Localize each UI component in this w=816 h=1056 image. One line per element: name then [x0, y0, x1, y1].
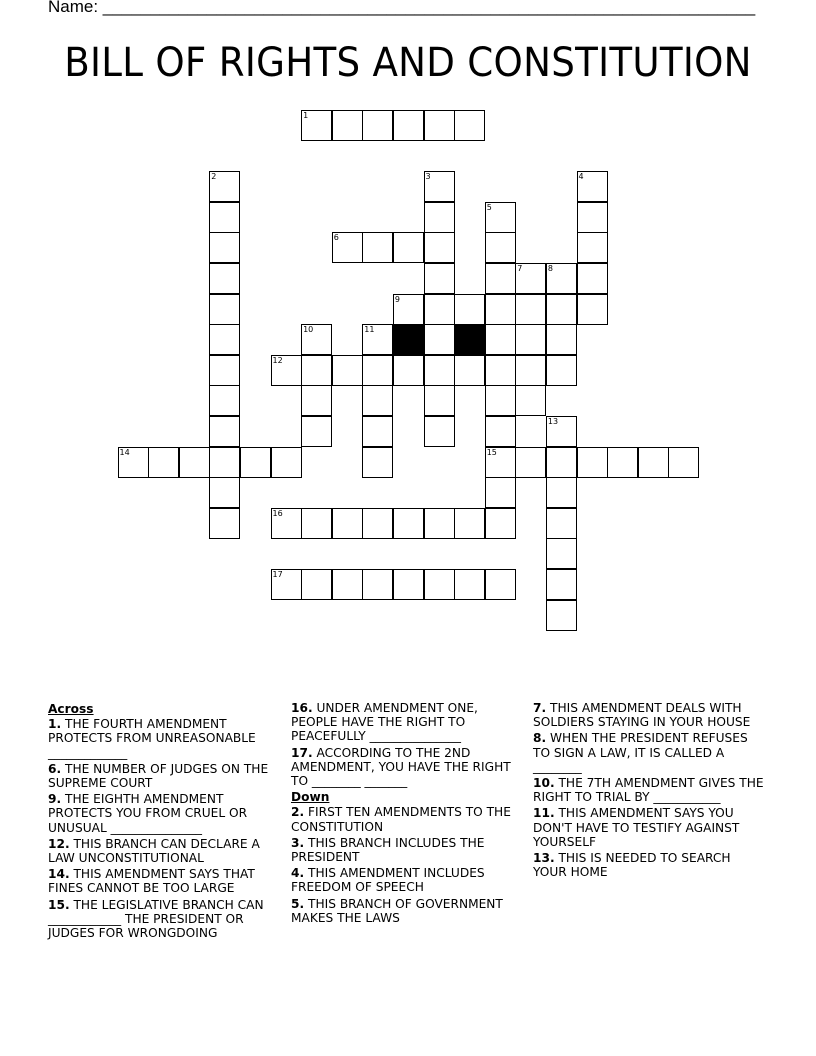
crossword-cell[interactable] [179, 447, 210, 478]
crossword-cell[interactable] [546, 324, 577, 355]
crossword-cell[interactable] [485, 385, 516, 416]
crossword-cell[interactable] [240, 447, 271, 478]
crossword-cell[interactable] [332, 110, 363, 141]
crossword-cell[interactable] [393, 569, 424, 600]
crossword-cell[interactable] [454, 355, 485, 386]
crossword-cell[interactable] [301, 355, 332, 386]
crossword-cell[interactable] [577, 263, 608, 294]
crossword-cell[interactable] [332, 508, 363, 539]
down-clue-list [291, 805, 523, 925]
crossword-cell[interactable] [485, 232, 516, 263]
clue [48, 717, 280, 760]
crossword-cell[interactable] [209, 202, 240, 233]
clue-text: WHEN THE PRESIDENT REFUSES TO SIGN A LAW, IT IS CALLED A ________ [533, 731, 748, 774]
crossword-cell[interactable] [271, 569, 302, 600]
crossword-cell[interactable] [546, 569, 577, 600]
clue-text: UNDER AMENDMENT ONE, PEOPLE HAVE THE RIGHT TO PEACEFULLY _______________ [291, 701, 478, 744]
crossword-cell[interactable] [515, 447, 546, 478]
clue-number-label: 14. [48, 867, 70, 882]
crossword-cell[interactable] [271, 355, 302, 386]
clue-number: 10 [303, 325, 314, 335]
clue [291, 701, 523, 744]
clue-number: 14 [119, 447, 130, 457]
crossword-cell[interactable] [424, 508, 455, 539]
crossword-cell[interactable] [577, 202, 608, 233]
crossword-cell[interactable] [301, 569, 332, 600]
clue-number-label: 5. [291, 896, 305, 911]
crossword-cell[interactable] [546, 600, 577, 631]
clue [291, 866, 523, 894]
across-clue-list [48, 717, 280, 940]
crossword-cell[interactable] [485, 202, 516, 233]
clue-text: THE LEGISLATIVE BRANCH CAN ____________ THE PRESIDENT OR JUDGES FOR WRONGDOING [48, 897, 264, 941]
clue-text: THE 7TH AMENDMENT GIVES THE RIGHT TO TRIAL BY ___________ [533, 776, 764, 805]
black-square [454, 324, 485, 355]
crossword-cell[interactable] [424, 202, 455, 233]
crossword-cell[interactable] [577, 447, 608, 478]
crossword-cell[interactable] [209, 355, 240, 386]
crossword-cell[interactable] [424, 569, 455, 600]
crossword-cell[interactable] [148, 447, 179, 478]
clue [533, 776, 765, 804]
crossword-cell[interactable] [362, 232, 393, 263]
clues-column-3 [533, 701, 765, 881]
clue [48, 898, 280, 941]
clue-text: THE NUMBER OF JUDGES ON THE SUPREME COURT [48, 761, 269, 791]
clue-number-label: 17. [291, 745, 313, 760]
clue-number-label: 4. [291, 866, 305, 881]
clue-number: 8 [547, 264, 553, 273]
crossword-cell[interactable] [424, 232, 455, 263]
crossword-cell[interactable] [424, 110, 455, 141]
down-clue-list-continued [533, 701, 765, 879]
clue-number: 4 [578, 172, 584, 182]
crossword-cell[interactable] [271, 508, 302, 539]
crossword-cell[interactable] [454, 110, 485, 141]
clue-text: THIS AMENDMENT INCLUDES FREEDOM OF SPEECH [291, 866, 485, 895]
clue [48, 762, 280, 790]
clue-number: 17 [272, 570, 283, 579]
crossword-cell[interactable] [301, 416, 332, 447]
crossword-cell[interactable] [362, 569, 393, 600]
crossword-cell[interactable] [209, 385, 240, 416]
crossword-cell[interactable] [393, 294, 424, 325]
crossword-cell[interactable] [577, 294, 608, 325]
clue-number-label: 13. [533, 851, 555, 866]
crossword-cell[interactable] [485, 416, 516, 447]
crossword-cell[interactable] [485, 569, 516, 600]
clue-number: 13 [547, 417, 559, 426]
across-heading: Across [48, 702, 94, 716]
clue-number-label: 9. [48, 792, 62, 807]
crossword-cell[interactable] [209, 416, 240, 447]
clue-number-label: 11. [533, 806, 555, 821]
clue-number-label: 8. [533, 731, 547, 746]
name-blank[interactable]: _____________________________________________________________________ [102, 0, 756, 16]
crossword-cell[interactable] [424, 385, 455, 416]
clue-number: 3 [425, 172, 431, 182]
crossword-cell[interactable] [424, 324, 455, 355]
crossword-cell[interactable] [546, 477, 577, 508]
crossword-cell[interactable] [301, 385, 332, 416]
clue [291, 746, 523, 789]
clue-text: THIS IS NEEDED TO SEARCH YOUR HOME [533, 851, 731, 880]
crossword-cell[interactable] [485, 324, 516, 355]
crossword-cell[interactable] [424, 416, 455, 447]
clue-text: THIS AMENDMENT SAYS YOU DON'T HAVE TO TESTIFY AGAINST YOURSELF [533, 806, 740, 849]
clue-text: THE EIGHTH AMENDMENT PROTECTS YOU FROM CRUEL OR UNUSUAL _______________ [48, 792, 248, 835]
crossword-cell[interactable] [424, 171, 455, 202]
crossword-cell[interactable] [209, 294, 240, 325]
crossword-cell[interactable] [485, 263, 516, 294]
clue-number: 11 [364, 325, 375, 335]
clue [533, 851, 765, 879]
crossword-cell[interactable] [118, 447, 149, 478]
clue-number: 7 [517, 264, 523, 273]
crossword-cell[interactable] [546, 263, 577, 294]
crossword-cell[interactable] [424, 355, 455, 386]
crossword-cell[interactable] [454, 508, 485, 539]
clue-text: ACCORDING TO THE 2ND AMENDMENT, YOU HAVE THE RIGHT TO ________ _______ [291, 745, 511, 789]
crossword-cell[interactable] [301, 110, 332, 141]
clue [533, 806, 765, 849]
clue [291, 897, 523, 925]
crossword-cell[interactable] [454, 569, 485, 600]
crossword-cell[interactable] [454, 294, 485, 325]
clue [533, 731, 765, 774]
crossword-cell[interactable] [546, 508, 577, 539]
crossword-cell[interactable] [362, 110, 393, 141]
clue-number: 5 [486, 202, 492, 212]
crossword-cell[interactable] [209, 477, 240, 508]
crossword-cell[interactable] [301, 324, 332, 355]
crossword-cell[interactable] [485, 355, 516, 386]
crossword-cell[interactable] [362, 447, 393, 478]
crossword-cell[interactable] [485, 447, 516, 478]
down-heading: Down [291, 790, 330, 805]
clue-number: 16 [272, 508, 283, 518]
crossword-cell[interactable] [362, 385, 393, 416]
clue-number: 2 [211, 172, 217, 182]
crossword-cell[interactable] [607, 447, 638, 478]
crossword-cell[interactable] [424, 263, 455, 294]
clue [48, 837, 280, 865]
clue [48, 867, 280, 895]
clue-number-label: 3. [291, 835, 305, 850]
clue-number: 9 [394, 294, 400, 304]
clue [291, 805, 523, 833]
crossword-cell[interactable] [271, 447, 302, 478]
crossword-cell[interactable] [485, 508, 516, 539]
crossword-cell[interactable] [332, 569, 363, 600]
crossword-cell[interactable] [546, 416, 577, 447]
black-square [393, 324, 424, 355]
crossword-cell[interactable] [668, 447, 699, 478]
clue-number: 6 [333, 233, 339, 243]
crossword-cell[interactable] [638, 447, 669, 478]
crossword-cell[interactable] [393, 110, 424, 141]
page-title: BILL OF RIGHTS AND CONSTITUTION [64, 40, 752, 86]
crossword-cell[interactable] [362, 508, 393, 539]
crossword-cell[interactable] [546, 355, 577, 386]
crossword-cell[interactable] [515, 355, 546, 386]
clue-number: 15 [486, 447, 497, 457]
crossword-cell[interactable] [362, 416, 393, 447]
crossword-cell[interactable] [577, 232, 608, 263]
clue [48, 792, 280, 835]
crossword-cell[interactable] [393, 508, 424, 539]
clue [533, 701, 765, 729]
crossword-cell[interactable] [515, 385, 546, 416]
clues-column-2 [291, 701, 523, 927]
crossword-cell[interactable] [485, 294, 516, 325]
clue-text: FIRST TEN AMENDMENTS TO THE CONSTITUTION [291, 805, 511, 834]
clue-number-label: 16. [291, 701, 313, 715]
clue-text: THIS BRANCH OF GOVERNMENT MAKES THE LAWS [291, 896, 503, 925]
crossword-cell[interactable] [332, 355, 363, 386]
clue-number-label: 2. [291, 805, 305, 820]
crossword-cell[interactable] [515, 324, 546, 355]
crossword-cell[interactable] [209, 508, 240, 539]
crossword-cell[interactable] [546, 447, 577, 478]
crossword-cell[interactable] [209, 171, 240, 202]
clue-number-label: 12. [48, 836, 70, 851]
crossword-cell[interactable] [393, 355, 424, 386]
crossword-cell[interactable] [209, 324, 240, 355]
crossword-cell[interactable] [362, 324, 393, 355]
crossword-cell[interactable] [424, 294, 455, 325]
clues-column-1 [48, 701, 280, 942]
clue-text: THE FOURTH AMENDMENT PROTECTS FROM UNREASONABLE _____________ [48, 717, 256, 760]
crossword-cell[interactable] [209, 447, 240, 478]
clue-number-label: 6. [48, 761, 62, 776]
crossword-cell[interactable] [209, 232, 240, 263]
clue-text: THIS AMENDMENT SAYS THAT FINES CANNOT BE TOO LARGE [48, 867, 255, 896]
crossword-cell[interactable] [301, 508, 332, 539]
crossword-cell[interactable] [332, 232, 363, 263]
crossword-cell[interactable] [515, 263, 546, 294]
clue [291, 836, 523, 864]
crossword-cell[interactable] [393, 232, 424, 263]
crossword-cell[interactable] [485, 477, 516, 508]
clue-text: THIS BRANCH INCLUDES THE PRESIDENT [291, 835, 485, 865]
clue-number-label: 15. [48, 897, 70, 912]
crossword-cell[interactable] [209, 263, 240, 294]
crossword-cell[interactable] [577, 171, 608, 202]
crossword-cell[interactable] [362, 355, 393, 386]
across-clue-list-continued [291, 701, 523, 788]
clue-number-label: 10. [533, 776, 555, 791]
clue-text: THIS AMENDMENT DEALS WITH SOLDIERS STAYING IN YOUR HOUSE [533, 701, 751, 730]
crossword-cell[interactable] [515, 294, 546, 325]
crossword-cell[interactable] [546, 538, 577, 569]
clue-number-label: 1. [48, 717, 62, 732]
clue-text: THIS BRANCH CAN DECLARE A LAW UNCONSTITUTIONAL [48, 836, 260, 866]
name-label: Name: [48, 0, 103, 16]
crossword-cell[interactable] [546, 294, 577, 325]
clue-number: 12 [272, 355, 283, 365]
clue-number-label: 7. [533, 701, 547, 715]
clue-number: 1 [303, 111, 309, 120]
